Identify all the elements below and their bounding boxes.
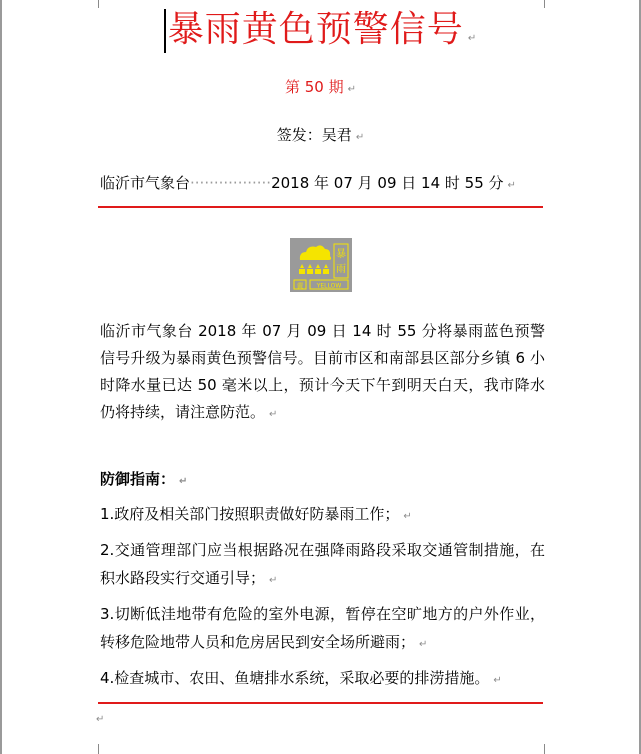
- datetime-text: 2018 年 07 月 09 日 14 时 55 分: [271, 174, 504, 192]
- paragraph-mark-icon: ↵: [269, 575, 278, 586]
- signer-text: 签发：吴君: [276, 126, 352, 144]
- page-left-edge: [0, 0, 2, 754]
- signal-svg: [290, 238, 352, 292]
- paragraph-mark-icon: ↵: [269, 409, 278, 420]
- signal-label-bottom: 雨: [336, 264, 346, 275]
- raindrop-icon: [299, 269, 305, 274]
- paragraph-mark-icon: ↵: [467, 33, 478, 44]
- crop-mark: [88, 744, 99, 754]
- paragraph-mark-icon: ↵: [347, 84, 356, 95]
- guide-item-text: 3.切断低洼地带有危险的室外电源，暂停在空旷地方的户外作业，转移危险地带人员和危房居民到安全场所避雨；: [100, 605, 545, 651]
- end-paragraph-mark-icon: ↵: [96, 714, 105, 725]
- source-datetime-line: [100, 172, 550, 197]
- header-red-rule: [98, 206, 543, 208]
- paragraph-mark-icon: ↵: [355, 132, 365, 143]
- body-text: 临沂市气象台 2018 年 07 月 09 日 14 时 55 分将暴雨蓝色预警信号升级为暴雨黄色预警信号。目前市区和南部县区部分乡镇 6 小时降水量已达 50 毫米以上，预计今天下午到明天白天，我市降水仍将持续，请注意防范。: [100, 322, 545, 421]
- paragraph-mark-icon: ↵: [493, 675, 502, 686]
- paragraph-mark-icon: ↵: [507, 180, 516, 191]
- signal-label-top: 暴: [336, 249, 346, 260]
- paragraph-mark-icon: ↵: [179, 476, 188, 487]
- crop-mark: [544, 744, 555, 754]
- issue-number: [0, 76, 641, 101]
- raindrop-icon: [323, 269, 329, 274]
- guide-item: [100, 600, 545, 659]
- raindrop-icon: [307, 269, 313, 274]
- document-title[interactable]: [0, 6, 641, 63]
- issue-text: 第 50 期: [284, 78, 344, 96]
- raindrop-icon: [315, 269, 321, 274]
- guide-item: [100, 664, 545, 695]
- footer-red-rule: [98, 702, 543, 704]
- guide-heading-text: 防御指南：: [100, 470, 176, 488]
- body-paragraph: [100, 318, 545, 428]
- guide-item: [100, 500, 545, 531]
- signal-color-cn: 黄: [296, 282, 304, 290]
- guide-item-text: 2.交通管理部门应当根据路况在强降雨路段采取交通管制措施，在积水路段实行交通引导；: [100, 541, 545, 587]
- guide-item-text: 4.检查城市、农田、鱼塘排水系统，采取必要的排涝措施。: [100, 669, 490, 687]
- rainstorm-yellow-signal-icon: [290, 238, 352, 292]
- guide-item: [100, 536, 545, 595]
- paragraph-mark-icon: ↵: [419, 639, 428, 650]
- signer: [0, 124, 641, 149]
- source-text: 临沂市气象台: [100, 174, 191, 192]
- paragraph-mark-icon: ↵: [403, 511, 412, 522]
- leader-dots: ·················: [190, 174, 272, 192]
- signal-color-en: YELLOW: [316, 282, 342, 290]
- title-text: 暴雨黄色预警信号: [167, 9, 464, 50]
- guide-item-text: 1.政府及相关部门按照职责做好防暴雨工作；: [100, 505, 400, 523]
- guide-heading: [100, 468, 187, 493]
- text-cursor: [164, 9, 166, 53]
